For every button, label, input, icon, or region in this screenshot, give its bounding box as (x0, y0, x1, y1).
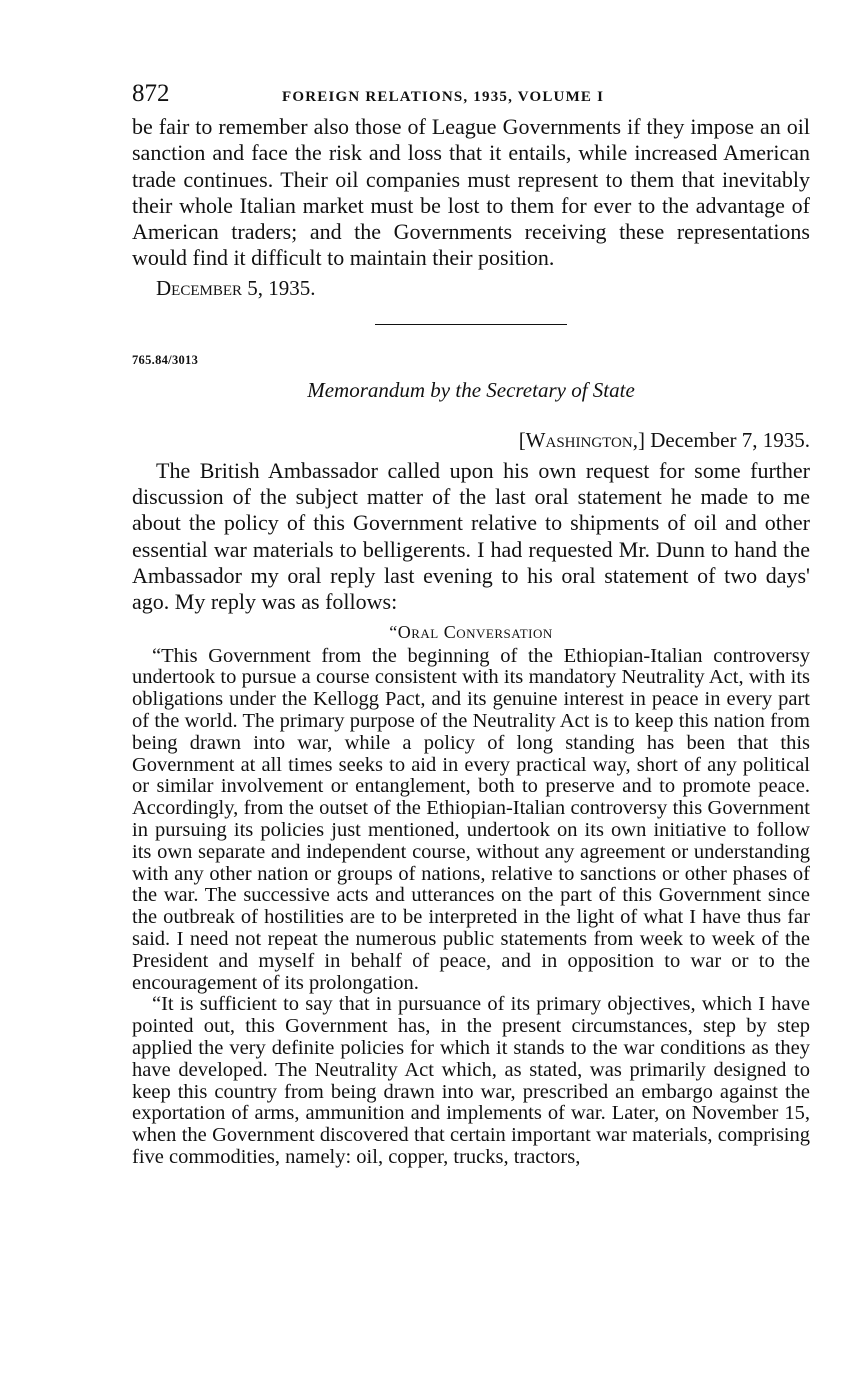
section-heading: “Oral Conversation (389, 621, 553, 642)
continuation-paragraph: be fair to remember also those of League Governments if they impose an oil sanction and face the risk and loss that it entails, while increased American trade continues. Their oil companies must represent to them that inevitably their whole Italian market must be lost to them for ever to the advantage of American traders; and the Governments receiving these representations would find it difficult to maintain their position. (132, 114, 810, 271)
dateline-date: December 7, 1935. (644, 427, 810, 452)
quote-paragraph: “It is sufficient to say that in pursuance of its primary objectives, which I have pointed out, this Government has, in the present circumstances, step by step applied the very definite policies for which it stands to the war conditions as they have developed. The Neutrality Act which, as stated, was primarily designed to keep this country from being drawn into war, prescribed an embargo against the exportation of arms, ammunition and implements of war. Later, on November 15, when the Government discovered that certain important war materials, comprising five commodities, namely: oil, copper, trucks, tractors, (132, 993, 810, 1168)
running-title: FOREIGN RELATIONS, 1935, VOLUME I (282, 89, 605, 105)
quote-paragraph: “This Government from the beginning of the Ethiopian-Italian controversy undertook to pursue a course consistent with its mandatory Neutrality Act, with its obligations under the Kellogg Pact, and its genuine interest in peace in every part of the world. The primary purpose of the Neutrality Act is to keep this nation from being drawn into war, while a policy of long standing has been that this Government at all times seeks to aid in every practical way, short of any political or similar involvement or entanglement, both to preserve and to promote peace. Accordingly, from the outset of the Ethiopian-Italian controversy this Government in pursuing its policies just mentioned, undertook on its own initiative to follow its own separate and independent course, without any agreement or understanding with any other nation or groups of nations, relative to sanctions or other phases of the war. The successive acts and utterances on the part of this Government since the outbreak of hostilities are to be interpreted in the light of what I have thus far said. I need not repeat the numerous public statements from week to week of the President and myself in behalf of peace, and in opposition to war or to the encouragement of its prolongation. (132, 644, 810, 994)
document-page (132, 80, 810, 1169)
intro-paragraph: The British Ambassador called upon his own request for some further discussion of the subject matter of the last oral statement he made to me about the policy of this Government relative to shipments of oil and other essential war materials to belligerents. I had requested Mr. Dunn to hand the Ambassador my oral reply last evening to his oral statement of two days' ago. My reply was as follows: (132, 457, 810, 615)
date-month: December (156, 275, 243, 300)
section-divider (375, 324, 567, 325)
running-header (132, 80, 810, 114)
dateline-place: [Washington,] (518, 427, 645, 452)
file-number: 765.84/3013 (132, 352, 199, 367)
dateline (132, 428, 810, 453)
continuation-date (156, 276, 810, 301)
date-rest: 5, 1935. (242, 275, 316, 300)
document-title: Memorandum by the Secretary of State (307, 377, 635, 402)
page-number: 872 (132, 80, 170, 107)
